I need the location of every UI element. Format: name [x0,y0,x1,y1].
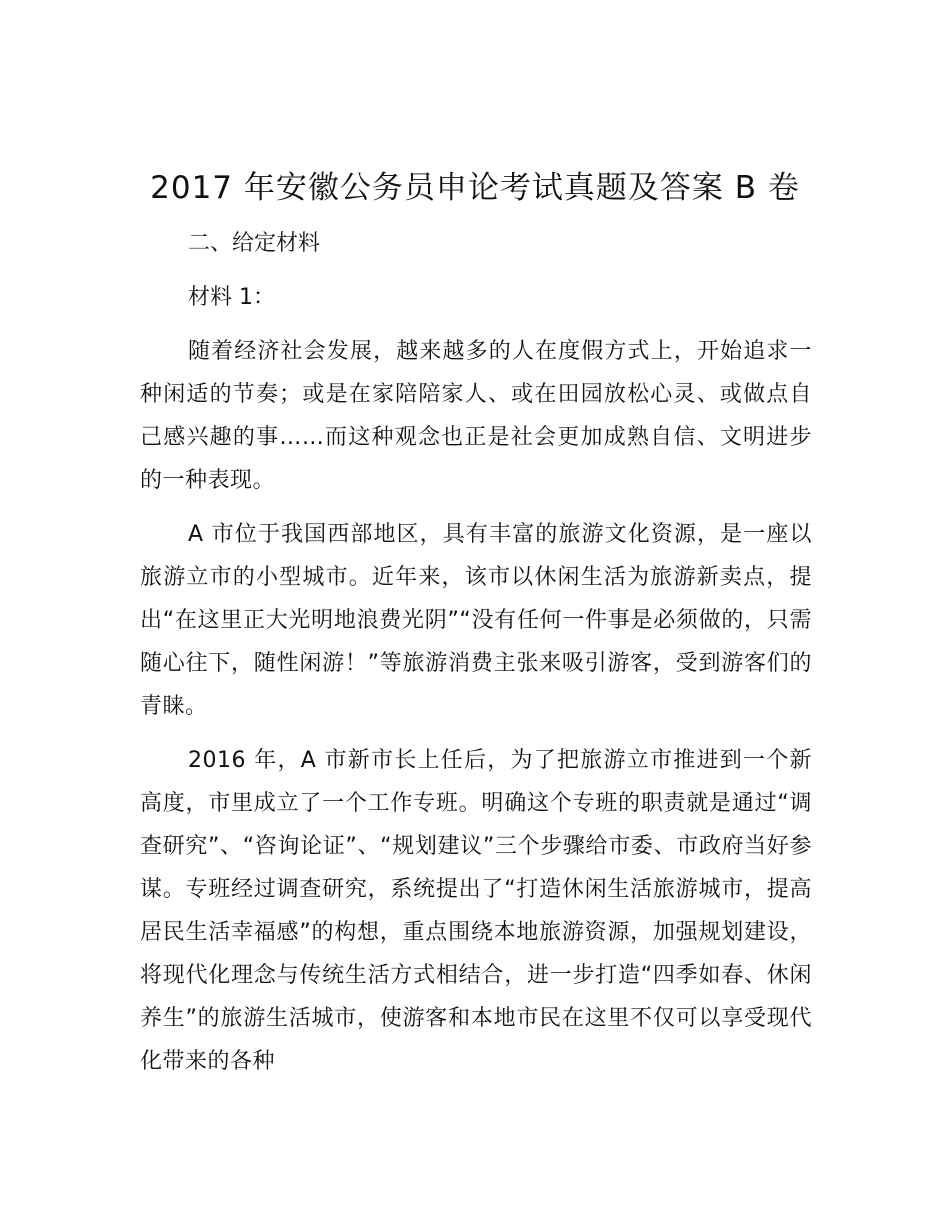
paragraph-1: 随着经济社会发展，越来越多的人在度假方式上，开始追求一种闲适的节奏；或是在家陪陪家人、或在田园放松心灵、或做点自己感兴趣的事……而这种观念也正是社会更加成熟自信、文明进步的一种表现。 [140,339,812,493]
paragraph-2: A 市位于我国西部地区，具有丰富的旅游文化资源，是一座以旅游立市的小型城市。近年来，该市以休闲生活为旅游新卖点，提出“在这里正大光明地浪费光阴”“没有任何一件事是必须做的，只需随心往下，随性闲游！”等旅游消费主张来吸引游客，受到游客们的青睐。 [140,522,812,719]
material-label: 材料 1： [188,285,275,310]
document-body [140,222,812,1094]
section-heading: 二、给定材料 [188,231,321,256]
paragraph-3: 2016 年，A 市新市长上任后，为了把旅游立市推进到一个新高度，市里成立了一个工作专班。明确这个专班的职责就是通过“调查研究”、“咨询论证”、“规划建议”三个步骤给市委、市政府当好参谋。专班经过调查研究，系统提出了“打造休闲生活旅游城市，提高居民生活幸福感”的构想，重点围绕本地旅游资源，加强规划建设，将现代化理念与传统生活方式相结合，进一步打造“四季如春、休闲养生”的旅游生活城市，使游客和本地市民在这里不仅可以享受现代化带来的各种 [140,748,812,1074]
document-title: 2017 年安徽公务员申论考试真题及答案 B 卷 [150,170,800,206]
